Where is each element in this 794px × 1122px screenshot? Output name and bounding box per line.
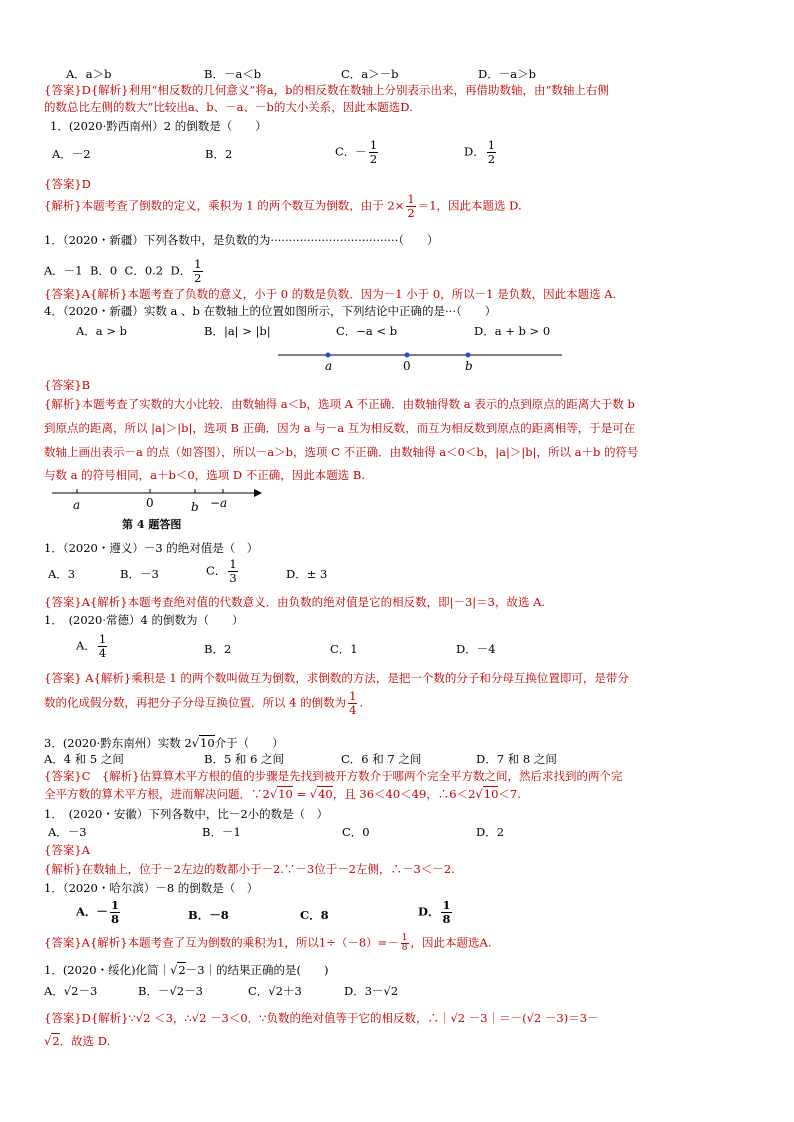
axis-label-b: b	[465, 359, 473, 373]
option-b: B．－a＜b	[204, 67, 262, 81]
question-text: 1．（2020・遵义）－3 的绝对值是（ ）	[44, 541, 259, 555]
answer-text-cont: 的数总比左侧的数大”比较出a、b、－a、－b的大小关系，因此本题选D.	[44, 100, 413, 114]
option-c: C．0	[342, 825, 370, 839]
option-b: B．2	[204, 642, 232, 656]
option-b: B．－3	[120, 567, 159, 581]
option-c: C．−a < b	[336, 324, 398, 338]
analysis-line-4: 与数 a 的符号相同，a＋b＜0，选项 D 不正确，因此本题选 B.	[44, 468, 365, 482]
axis-point-b	[466, 353, 471, 358]
figure-label-0: 0	[146, 496, 154, 510]
option-c: C．8	[300, 908, 329, 922]
option-b: B．2	[205, 147, 233, 161]
answer-text: {答案}A{解析}本题考查了负数的意义，小于 0 的数是负数．因为－1 小于 0，所以－1 是负数，因此本题选 A.	[44, 287, 617, 301]
option-d: D．± 3	[286, 567, 328, 581]
figure-label-neg-a: −a	[210, 496, 228, 510]
option-a: A．3	[48, 567, 76, 581]
option-c: C．a＞－b	[341, 67, 399, 81]
answer-text: {答案}A{解析}本题考查了互为倒数的乘积为1，所以1÷（－8）=－ $\frac{1}{8}$ ，因此本题选A.	[44, 933, 492, 953]
option-d: D．7 和 8 之间	[476, 752, 557, 766]
answer-text: {答案}A	[44, 843, 90, 857]
question-text: 1．(2020・绥化)化简｜√2－3｜的结果正确的是( )	[44, 963, 329, 977]
option-d: D．2	[476, 825, 505, 839]
option-c: C．－ $\frac{1}{2}$	[335, 138, 378, 166]
option-d: D． $\frac{1}{2}$	[464, 138, 496, 166]
analysis-line-2: 到原点的距离，所以 |a|＞|b|，选项 B 正确．因为 a 与－a 互为相反数，而互为相反数到原点的距离相等，于是可在	[44, 421, 636, 435]
answer-text: {答案} A{解析}乘积是 1 的两个数叫做互为倒数，求倒数的方法，是把一个数的分子和分母互换位置即可，是带分	[44, 671, 629, 685]
option-a: A．a＞b	[66, 67, 112, 81]
option-a: A．－ $\frac{1}{8}$	[76, 898, 119, 926]
question-text: 3．(2020·黔东南州）实数 2√10介于（ ）	[44, 736, 284, 750]
answer-text-cont: 数的化成假分数，再把分子分母互换位置．所以 4 的倒数为 $\frac{1}{4}$ .	[44, 689, 364, 717]
answer-text: {答案}D{解析}利用“相反数的几何意义”将a，b的相反数在数轴上分别表示出来，再借助数轴，由“数轴上右侧	[44, 83, 609, 97]
option-a: A．－3	[48, 825, 87, 839]
question-text: 1．(2020·黔西南州）2 的倒数是（ ）	[50, 119, 267, 133]
analysis-line-1: {解析}本题考查了实数的大小比较．由数轴得 a＜b，选项 A 不正确．由数轴得数 a 表示的点到原点的距离大于数 b	[44, 397, 635, 411]
option-a: A．4 和 5 之间	[44, 752, 124, 766]
answer-figure	[50, 484, 270, 514]
analysis-text: {解析}在数轴上，位于－2左边的数都小于－2.∵－3位于－2左侧，∴－3＜－2.	[44, 862, 455, 876]
figure-caption: 第 4 题答图	[122, 518, 182, 531]
option-a: A． $\frac{1}{4}$	[76, 632, 107, 660]
option-d: D． $\frac{1}{8}$	[418, 898, 451, 926]
answer-text-cont: 全平方数的算术平方根，进而解决问题．∵2√10 = √40，且 36＜40＜49，∴6＜2√10＜7.	[44, 787, 521, 801]
axis-point-a	[326, 353, 331, 358]
answer-text: {答案}C {解析}估算算术平方根的值的步骤是先找到被开方数介于哪两个完全平方数之间，然后求找到的两个完	[44, 769, 623, 783]
answer-text: {答案}D{解析}∵√2 ＜3，∴√2 －3＜0．∵负数的绝对值等于它的相反数，∴｜√2 －3｜＝－(√2 －3)＝3－	[44, 1011, 599, 1025]
analysis-text: {解析}本题考查了倒数的定义，乘积为 1 的两个数互为倒数，由于 2× $\frac{1}{2}$ ＝1，因此本题选 D.	[44, 192, 522, 220]
answer-text: {答案}B	[44, 378, 91, 392]
option-b: B．5 和 6 之间	[204, 752, 285, 766]
answer-text-cont: √2．故选 D.	[44, 1034, 111, 1048]
option-a: A．√2－3	[44, 984, 98, 998]
figure-label-b: b	[191, 500, 199, 514]
option-c: C．1	[330, 642, 358, 656]
option-b: B．－8	[188, 908, 229, 922]
option-a: A．a > b	[76, 324, 127, 338]
question-text: 1．（2020・新疆）下列各数中，是负数的为···································（ ）	[44, 233, 439, 247]
question-text: 1．（2020・哈尔滨）－8 的倒数是（ ）	[44, 881, 259, 895]
option-d: D．－4	[456, 642, 496, 656]
option-c: C． $\frac{1}{3}$	[206, 557, 237, 585]
option-b: B．－1	[202, 825, 241, 839]
option-c: C．√2＋3	[248, 984, 302, 998]
options-line: A．－1 B．0 C．0.2 D． $\frac{1}{2}$	[44, 257, 202, 285]
analysis-line-3: 数轴上画出表示－a 的点（如答图），所以－a＞b，选项 C 不正确．由数轴得 a＜0＜b，|a|＞|b|，所以 a＋b 的符号	[44, 445, 639, 459]
answer-text: {答案}A{解析}本题考查绝对值的代数意义．由负数的绝对值是它的相反数，即|－3|＝3，故选 A.	[44, 595, 546, 609]
axis-point-0	[405, 353, 410, 358]
figure-label-a: a	[73, 498, 81, 512]
axis-label-a: a	[325, 359, 333, 373]
question-text: 1． (2020・安徽）下列各数中，比－2小的数是（ ）	[44, 807, 329, 821]
question-text: 4．（2020・新疆）实数 a 、b 在数轴上的位置如图所示，下列结论中正确的是···（ ）	[44, 304, 497, 318]
option-a: A．－2	[52, 147, 91, 161]
option-c: C．6 和 7 之间	[341, 752, 422, 766]
axis-label-0: 0	[403, 359, 411, 373]
option-b: B．|a| > |b|	[204, 324, 271, 338]
answer-text: {答案}D	[44, 177, 91, 191]
option-d: D．a + b > 0	[474, 324, 551, 338]
question-text: 1． (2020·常德）4 的倒数为（ ）	[44, 613, 244, 627]
option-b: B．－√2－3	[138, 984, 203, 998]
option-d: D．3－√2	[344, 984, 399, 998]
option-d: D．－a＞b	[478, 67, 536, 81]
number-line-figure	[270, 344, 570, 374]
